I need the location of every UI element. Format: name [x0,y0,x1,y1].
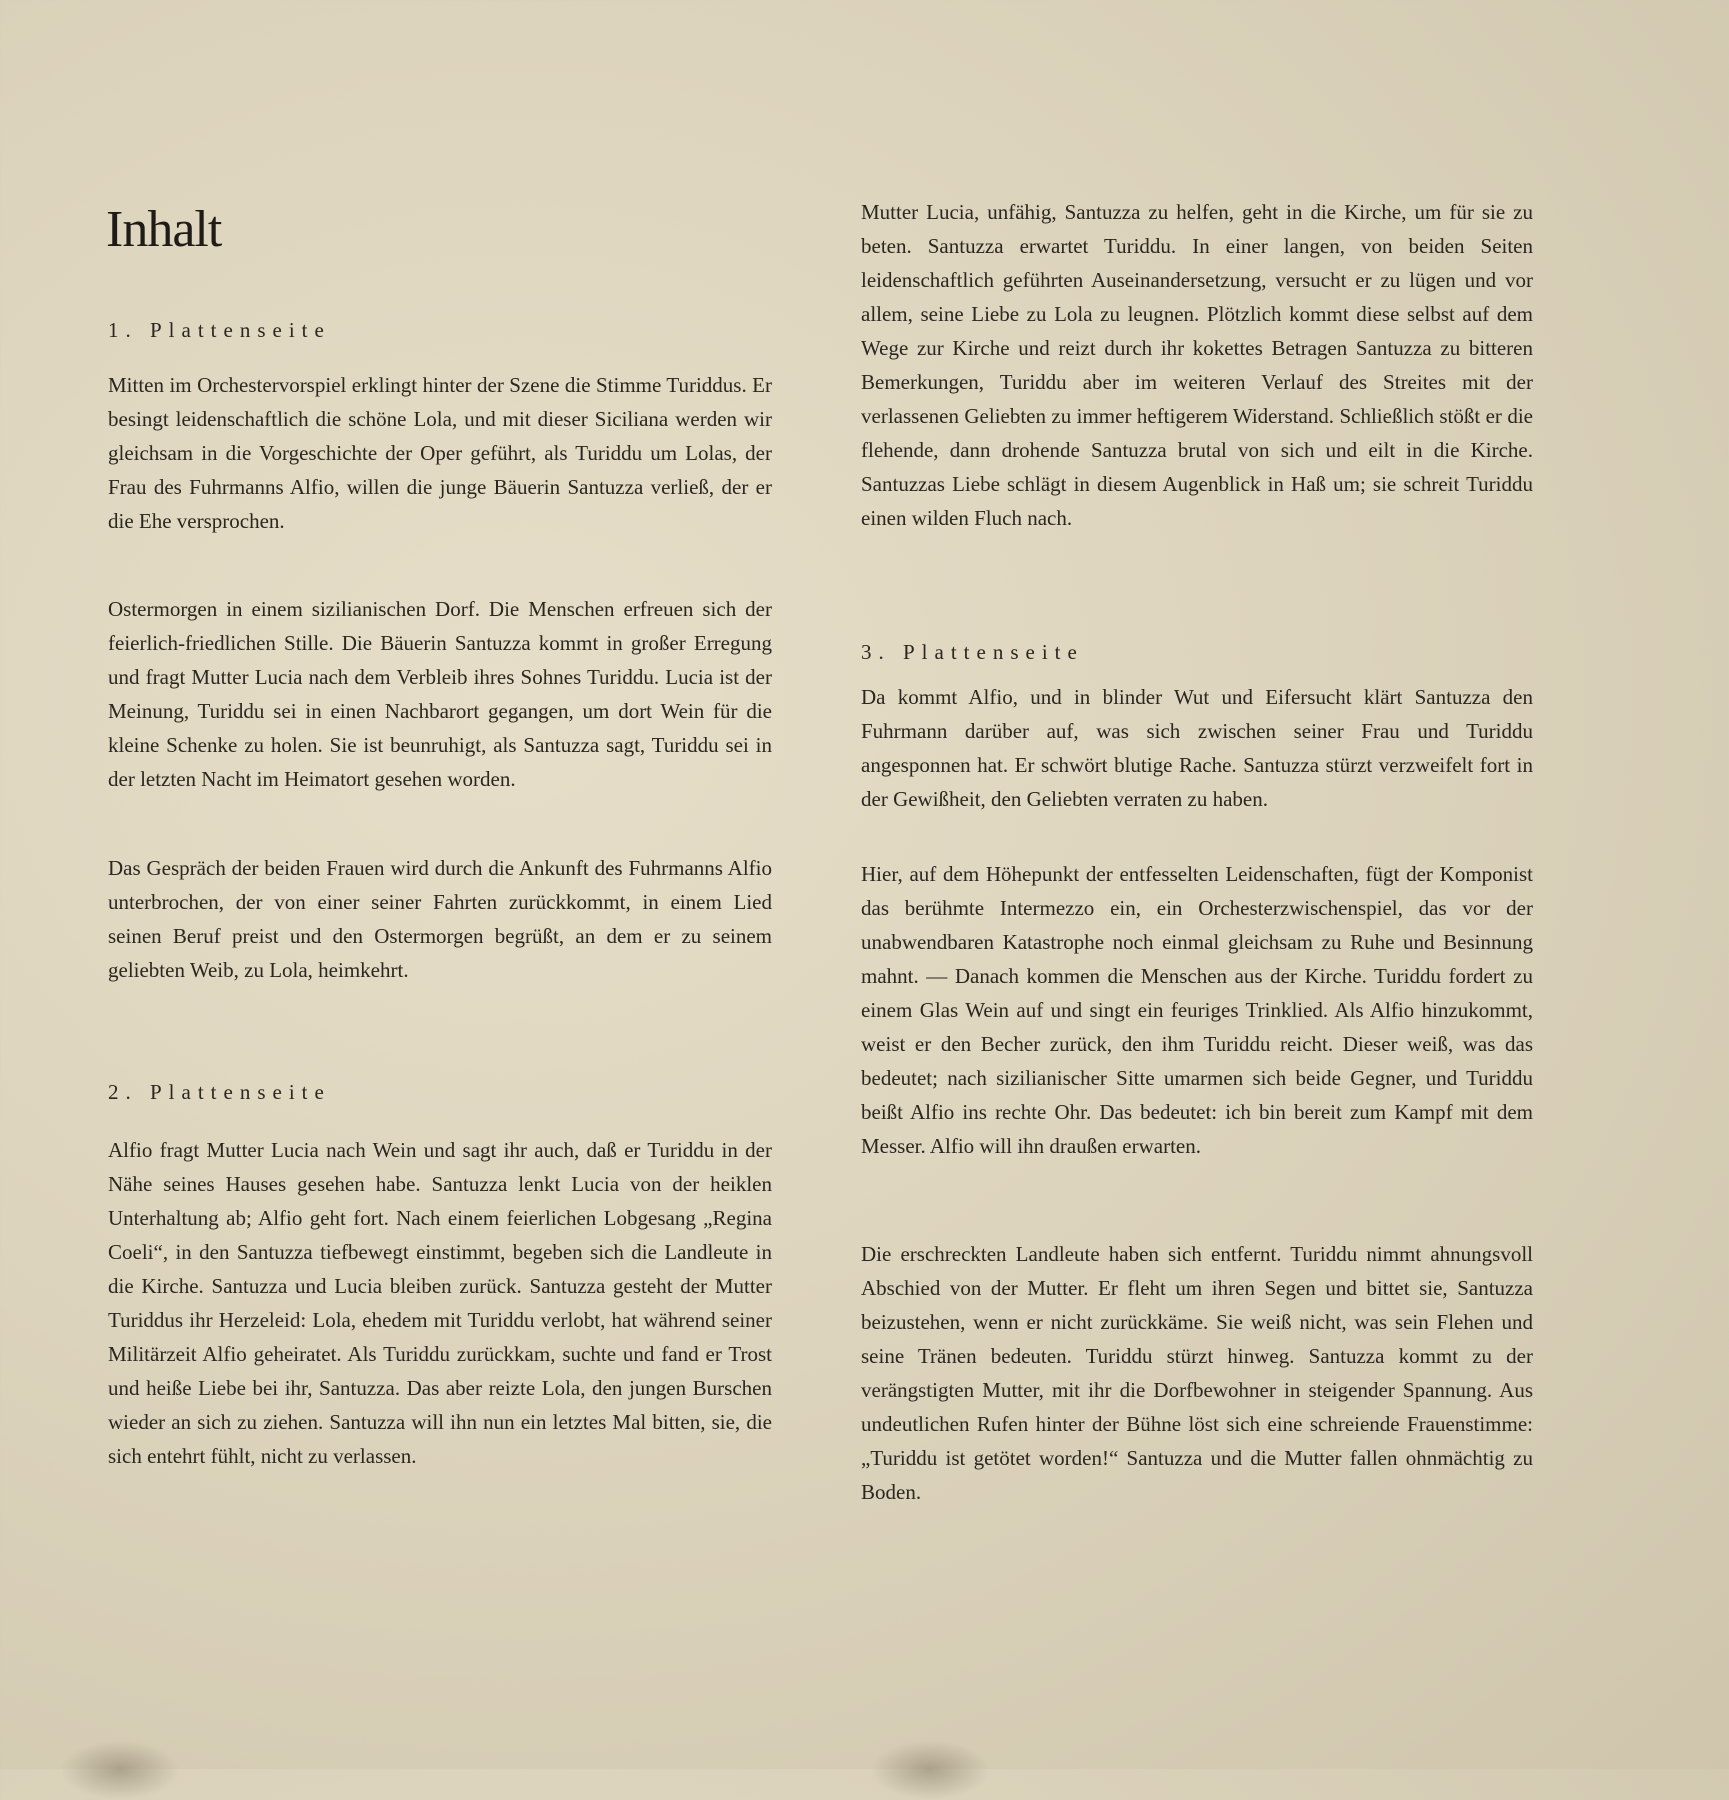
continued-paragraph: Mutter Lucia, unfähig, Santuzza zu helfen, geht in die Kirche, um für sie zu beten. Santuzza erwartet Turiddu. In einer langen, von beiden Seiten leidenschaftlich geführten Auseinandersetzung, versucht er zu lügen und vor allem, seine Liebe zu Lola zu leugnen. Plötzlich kommt diese selbst auf dem Wege zur Kirche und reizt durch ihr kokettes Betragen Santuzza zu bitteren Bemerkungen, Turiddu aber im weiteren Verlauf des Streites mit der verlassenen Geliebten zu immer heftigerem Widerstand. Schließlich stößt er die flehende, dann drohende Santuzza brutal von sich und eilt in die Kirche. Santuzzas Liebe schlägt in diesem Augenblick in Haß um; sie schreit Turiddu einen wilden Fluch nach. [861,200,1533,530]
side-1-paragraph: Das Gespräch der beiden Frauen wird durch die Ankunft des Fuhrmanns Alfio unterbrochen, der von einer seiner Fahrten zurückkommt, in einem Lied seinen Beruf preist und den Ostermorgen begrüßt, an dem er zu seinem geliebten Weib, zu Lola, heimkehrt. [108,856,772,982]
side-1-heading: 1. Plattenseite [108,318,331,342]
page-title: Inhalt [106,201,222,258]
corner-shadow [60,1740,180,1800]
side-2-heading: 2. Plattenseite [108,1080,331,1104]
side-3-paragraph: Hier, auf dem Höhepunkt der entfesselten Leidenschaften, fügt der Komponist das berühmte Intermezzo ein, ein Orchesterzwischenspiel, das vor der unabwendbaren Katastrophe noch einmal gleichsam zu Ruhe und Besinnung mahnt. — Danach kommen die Menschen aus der Kirche. Turiddu fordert zu einem Glas Wein auf und singt ein feuriges Trinklied. Als Alfio hinzukommt, weist er den Becher zurück, den ihm Turiddu reicht. Dieser weiß, was das bedeutet; nach sizilianischer Sitte umarmen sich beide Gegner, und Turiddu beißt Alfio ins rechte Ohr. Das bedeutet: ich bin bereit zum Kampf mit dem Messer. Alfio will ihn draußen erwarten. [861,862,1533,1158]
corner-shadow [870,1740,990,1800]
side-2-paragraph: Alfio fragt Mutter Lucia nach Wein und sagt ihr auch, daß er Turiddu in der Nähe seines Hauses gesehen habe. Santuzza lenkt Lucia von der heiklen Unterhaltung ab; Alfio geht fort. Nach einem feierlichen Lobgesang „Regina Coeli“, in den Santuzza tiefbewegt einstimmt, begeben sich die Landleute in die Kirche. Santuzza und Lucia bleiben zurück. Santuzza gesteht der Mutter Turiddus ihr Herzeleid: Lola, ehedem mit Turiddu verlobt, hat während seiner Militärzeit Alfio geheiratet. Als Turiddu zurückkam, suchte und fand er Trost und heiße Liebe bei ihr, Santuzza. Das aber reizte Lola, den jungen Burschen wieder an sich zu ziehen. Santuzza will ihn nun ein letztes Mal bitten, sie, die sich entehrt fühlt, nicht zu verlassen. [108,1138,772,1468]
side-3-paragraph: Die erschreckten Landleute haben sich entfernt. Turiddu nimmt ahnungsvoll Abschied von der Mutter. Er fleht um ihren Segen und bittet sie, Santuzza beizustehen, wenn er nicht zurückkäme. Sie weiß nicht, was sein Flehen und seine Tränen bedeuten. Turiddu stürzt hinweg. Santuzza kommt zu der verängstigten Mutter, mit ihr die Dorfbewohner in steigender Spannung. Aus undeutlichen Rufen hinter der Bühne löst sich eine schreiende Frauenstimme: „Turiddu ist getötet worden!“ Santuzza und die Mutter fallen ohnmächtig zu Boden. [861,1242,1533,1504]
side-3-heading: 3. Plattenseite [861,640,1084,664]
side-1-paragraph: Mitten im Orchestervorspiel erklingt hinter der Szene die Stimme Turiddus. Er besingt leidenschaftlich die schöne Lola, und mit dieser Siciliana werden wir gleichsam in die Vorgeschichte der Oper geführt, als Turiddu um Lolas, der Frau des Fuhrmanns Alfio, willen die junge Bäuerin Santuzza verließ, der er die Ehe versprochen. [108,373,772,533]
side-3-paragraph: Da kommt Alfio, und in blinder Wut und Eifersucht klärt Santuzza den Fuhrmann darüber auf, was sich zwischen seiner Frau und Turiddu angesponnen hat. Er schwört blutige Rache. Santuzza stürzt verzweifelt fort in der Gewißheit, den Geliebten verraten zu haben. [861,685,1533,811]
side-1-paragraph: Ostermorgen in einem sizilianischen Dorf. Die Menschen erfreuen sich der feierlich-friedlichen Stille. Die Bäuerin Santuzza kommt in großer Erregung und fragt Mutter Lucia nach dem Verbleib ihres Sohnes Turiddu. Lucia ist der Meinung, Turiddu sei in einen Nachbarort gegangen, um dort Wein für die kleine Schenke zu holen. Sie ist beunruhigt, als Santuzza sagt, Turiddu sei in der letzten Nacht im Heimatort gesehen worden. [108,597,772,791]
